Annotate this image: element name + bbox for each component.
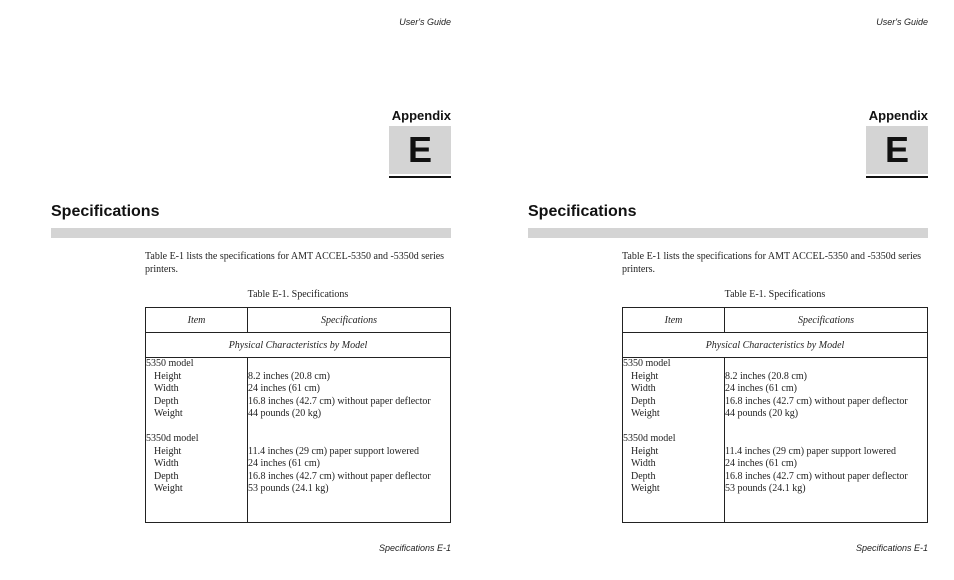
table-header-row	[146, 308, 451, 333]
item-label: Width	[631, 458, 656, 469]
header-item: Item	[623, 308, 725, 333]
running-header: User's Guide	[399, 17, 451, 27]
appendix-letter-box	[866, 126, 928, 174]
appendix-letter: E	[884, 129, 909, 170]
item-label: Weight	[631, 408, 660, 419]
item-label: Weight	[154, 483, 183, 494]
header-specifications: Specifications	[248, 308, 451, 333]
table-subheader: Physical Characteristics by Model	[146, 333, 451, 358]
table-subheader-row	[623, 333, 928, 358]
spec-value: 53 pounds (24.1 kg)	[248, 483, 329, 494]
section-bar	[528, 228, 928, 238]
spacer	[623, 421, 724, 434]
appendix-label: Appendix	[868, 108, 928, 123]
spec-value: 8.2 inches (20.8 cm)	[725, 370, 807, 382]
table-subheader: Physical Characteristics by Model	[623, 333, 928, 358]
item-label: Depth	[631, 395, 656, 407]
spec-value: 44 pounds (20 kg)	[248, 408, 322, 419]
spec-value: 16.8 inches (42.7 cm) without paper deflector	[248, 395, 431, 407]
model-name: 5350d model	[623, 433, 676, 444]
item-label: Width	[154, 383, 179, 394]
spacer	[725, 358, 927, 371]
intro-paragraph: Table E-1 lists the specifications for AMT ACCEL-5350 and -5350d series printers.	[622, 251, 922, 275]
item-column	[146, 358, 248, 523]
item-label: Width	[631, 383, 656, 394]
spec-value: 11.4 inches (29 cm) paper support lowered	[248, 445, 419, 457]
page-right	[477, 0, 954, 580]
header-specifications: Specifications	[725, 308, 928, 333]
spec-value: 16.8 inches (42.7 cm) without paper deflector	[725, 395, 908, 407]
spec-value: 16.8 inches (42.7 cm) without paper deflector	[725, 470, 908, 482]
appendix-rule	[389, 176, 451, 178]
spec-value: 11.4 inches (29 cm) paper support lowered	[725, 445, 896, 457]
table-body-row	[146, 358, 451, 523]
spec-table	[145, 307, 451, 523]
spec-column	[725, 358, 928, 523]
model-name: 5350d model	[146, 433, 199, 444]
appendix-letter: E	[407, 129, 432, 170]
item-label: Weight	[154, 408, 183, 419]
section-title: Specifications	[51, 203, 160, 220]
spec-table	[622, 307, 928, 523]
appendix-letter-box	[389, 126, 451, 174]
spec-value: 24 inches (61 cm)	[725, 383, 797, 394]
table-body-row	[623, 358, 928, 523]
spacer	[248, 421, 450, 434]
spec-value: 24 inches (61 cm)	[248, 383, 320, 394]
item-label: Height	[154, 445, 182, 457]
item-label: Depth	[154, 470, 179, 482]
item-label: Depth	[631, 470, 656, 482]
item-label: Weight	[631, 483, 660, 494]
running-footer: Specifications E-1	[855, 543, 928, 553]
item-column	[623, 358, 725, 523]
item-label: Height	[154, 370, 182, 382]
running-footer: Specifications E-1	[378, 543, 451, 553]
spacer	[725, 433, 927, 446]
spec-value: 44 pounds (20 kg)	[725, 408, 799, 419]
table-caption: Table E-1. Specifications	[724, 289, 826, 300]
section-bar	[51, 228, 451, 238]
spacer	[248, 433, 450, 446]
section-title: Specifications	[528, 203, 637, 220]
spec-value: 24 inches (61 cm)	[248, 458, 320, 469]
item-label: Height	[631, 445, 659, 457]
spacer	[146, 421, 247, 434]
spec-column	[248, 358, 451, 523]
running-header: User's Guide	[876, 17, 928, 27]
model-name: 5350 model	[623, 358, 671, 369]
model-name: 5350 model	[146, 358, 194, 369]
item-label: Height	[631, 370, 659, 382]
spec-value: 16.8 inches (42.7 cm) without paper deflector	[248, 470, 431, 482]
item-label: Width	[154, 458, 179, 469]
spec-value: 53 pounds (24.1 kg)	[725, 483, 806, 494]
spacer	[725, 421, 927, 434]
header-item: Item	[146, 308, 248, 333]
table-header-row	[623, 308, 928, 333]
table-subheader-row	[146, 333, 451, 358]
spec-value: 24 inches (61 cm)	[725, 458, 797, 469]
appendix-rule	[866, 176, 928, 178]
item-label: Depth	[154, 395, 179, 407]
appendix-label: Appendix	[391, 108, 451, 123]
spec-value: 8.2 inches (20.8 cm)	[248, 370, 330, 382]
table-caption: Table E-1. Specifications	[247, 289, 349, 300]
intro-paragraph: Table E-1 lists the specifications for AMT ACCEL-5350 and -5350d series printers.	[145, 251, 445, 275]
spacer	[248, 358, 450, 371]
